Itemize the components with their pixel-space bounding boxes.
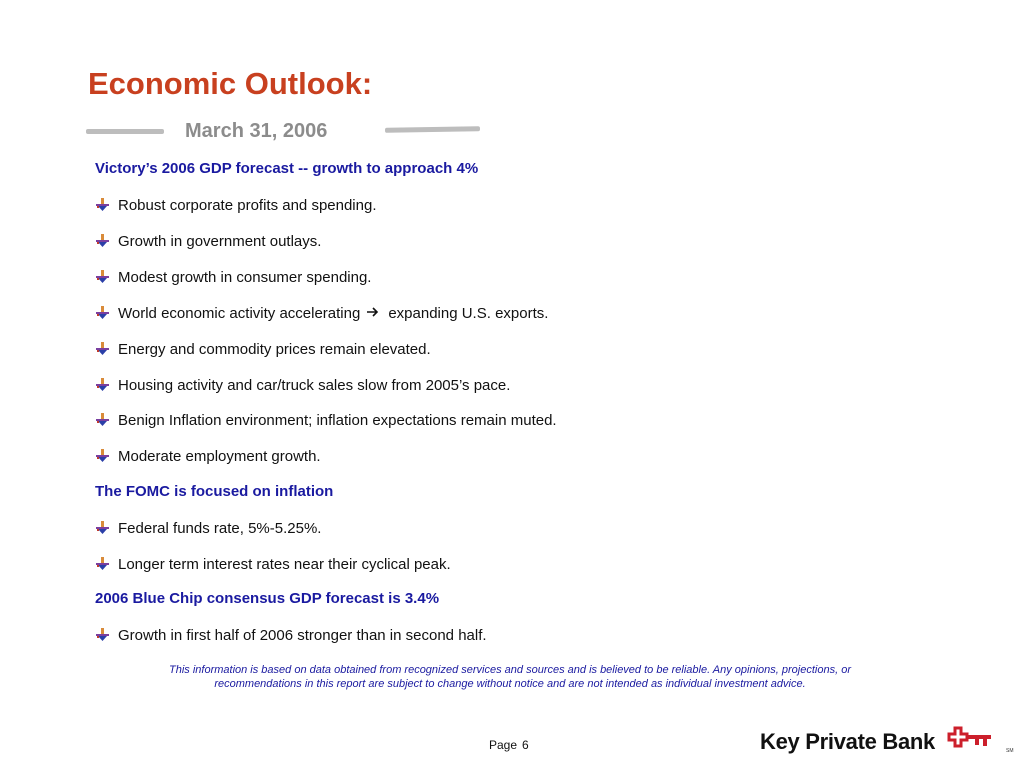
- bullet-arrow-icon: [96, 342, 110, 356]
- bullet-item: [95, 518, 321, 538]
- bullet-item: [95, 554, 451, 574]
- bullet-item: [95, 303, 548, 323]
- bullet-text-continued: expanding U.S. exports.: [388, 304, 549, 322]
- bullet-arrow-icon: [96, 378, 110, 392]
- bullet-text: Federal funds rate, 5%-5.25%.: [118, 519, 322, 537]
- bullet-text: World economic activity accelerating: [118, 304, 361, 322]
- bullet-arrow-icon: [96, 306, 110, 320]
- service-mark: SM: [1006, 748, 1014, 754]
- bullet-text: Housing activity and car/truck sales slow from 2005’s pace.: [118, 376, 511, 394]
- section-heading-gdp-forecast: Victory’s 2006 GDP forecast -- growth to approach 4%: [95, 160, 479, 177]
- bullet-item: [95, 446, 321, 466]
- right-arrow-icon: [366, 305, 380, 322]
- page-label: Page: [489, 738, 518, 752]
- bullet-arrow-icon: [96, 628, 110, 642]
- bullet-item: [95, 195, 377, 215]
- bullet-text: Growth in government outlays.: [118, 232, 322, 250]
- page-number-value: 6: [522, 738, 529, 752]
- bullet-text: Longer term interest rates near their cyclical peak.: [118, 555, 451, 573]
- section-heading-blue-chip: 2006 Blue Chip consensus GDP forecast is 3.4%: [95, 590, 440, 607]
- bullet-item: [95, 410, 557, 430]
- bullet-text: Moderate employment growth.: [118, 447, 321, 465]
- bullet-arrow-icon: [96, 413, 110, 427]
- section-heading-fomc: The FOMC is focused on inflation: [95, 483, 334, 500]
- bullet-item: [95, 375, 510, 395]
- bullet-item: [95, 267, 371, 287]
- bullet-arrow-icon: [96, 557, 110, 571]
- page-number: [489, 738, 529, 752]
- bullet-text: Modest growth in consumer spending.: [118, 268, 372, 286]
- slide-date: March 31, 2006: [185, 120, 328, 142]
- subtitle-rule-right: [385, 126, 480, 133]
- bullet-text: Benign Inflation environment; inflation expectations remain muted.: [118, 411, 557, 429]
- bullet-arrow-icon: [96, 521, 110, 535]
- bullet-text: Robust corporate profits and spending.: [118, 196, 377, 214]
- key-logo-icon: [947, 726, 993, 757]
- key-private-bank-logo: [760, 726, 993, 757]
- brand-name: Key Private Bank: [760, 728, 935, 754]
- bullet-item: [95, 339, 431, 359]
- subtitle-rule-left: [86, 129, 164, 134]
- bullet-text: Growth in first half of 2006 stronger than in second half.: [118, 626, 487, 644]
- bullet-arrow-icon: [96, 449, 110, 463]
- bullet-item: [95, 231, 321, 251]
- bullet-arrow-icon: [96, 198, 110, 212]
- bullet-item: [95, 625, 487, 645]
- bullet-text: Energy and commodity prices remain elevated.: [118, 340, 431, 358]
- bullet-arrow-icon: [96, 234, 110, 248]
- bullet-arrow-icon: [96, 270, 110, 284]
- slide-title: Economic Outlook:: [88, 66, 373, 101]
- disclaimer: This information is based on data obtained from recognized services and sources and is believed to be reliable. Any opinions, projections, or recommendations in this report are subject to change without notice and are not intended as individual investment advice.: [169, 664, 851, 690]
